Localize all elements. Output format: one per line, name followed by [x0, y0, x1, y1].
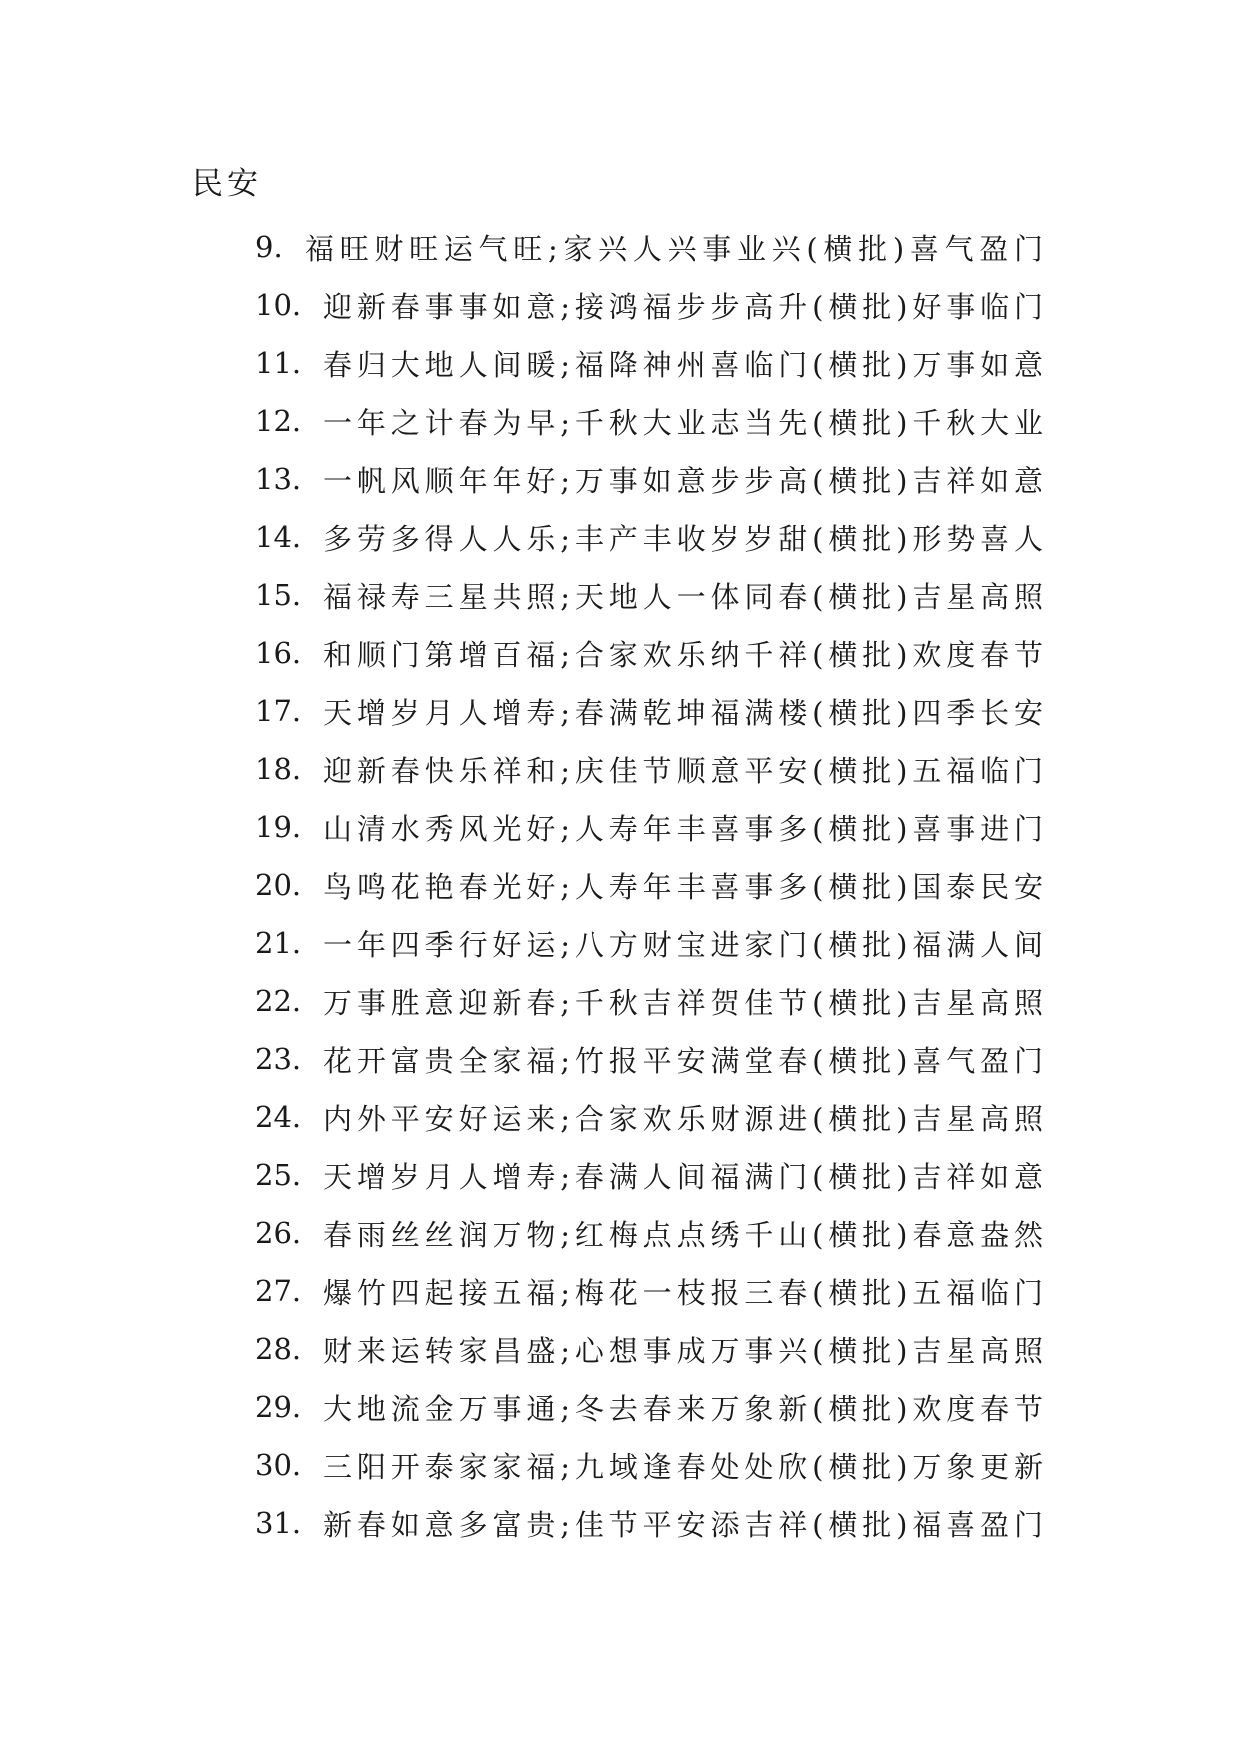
continued-text: 民安 [192, 166, 262, 202]
item-number: 16. [255, 636, 302, 670]
list-item [255, 914, 1045, 972]
item-number: 31. [255, 1506, 302, 1540]
list-item [255, 740, 1045, 798]
item-number: 13. [255, 462, 302, 496]
item-text: 三阳开泰家家福;九域逢春处处欣(横批)万象更新 [323, 1449, 1045, 1484]
list-item [255, 1494, 1045, 1552]
item-text: 多劳多得人人乐;丰产丰收岁岁甜(横批)形势喜人 [323, 521, 1045, 556]
item-number: 26. [255, 1216, 302, 1250]
item-text: 春归大地人间暖;福降神州喜临门(横批)万事如意 [323, 347, 1045, 382]
item-text: 福禄寿三星共照;天地人一体同春(横批)吉星高照 [323, 579, 1045, 614]
item-text: 一帆风顺年年好;万事如意步步高(横批)吉祥如意 [323, 463, 1045, 498]
item-number: 27. [255, 1274, 302, 1308]
list-item [255, 566, 1045, 624]
item-text: 和顺门第增百福;合家欢乐纳千祥(横批)欢度春节 [323, 637, 1045, 672]
item-number: 21. [255, 926, 302, 960]
item-text: 天增岁月人增寿;春满人间福满门(横批)吉祥如意 [323, 1159, 1045, 1194]
item-text: 一年之计春为早;千秋大业志当先(横批)千秋大业 [323, 405, 1045, 440]
item-number: 30. [255, 1448, 302, 1482]
item-text: 福旺财旺运气旺;家兴人兴事业兴(横批)喜气盈门 [305, 231, 1045, 266]
list-item [255, 624, 1045, 682]
list-item [255, 276, 1045, 334]
item-number: 9. [255, 230, 283, 264]
item-number: 24. [255, 1100, 302, 1134]
list-item [255, 798, 1045, 856]
item-number: 10. [255, 288, 302, 322]
item-text: 财来运转家昌盛;心想事成万事兴(横批)吉星高照 [323, 1333, 1045, 1368]
item-text: 鸟鸣花艳春光好;人寿年丰喜事多(横批)国泰民安 [323, 869, 1045, 904]
item-text: 山清水秀风光好;人寿年丰喜事多(横批)喜事进门 [323, 811, 1045, 846]
item-number: 20. [255, 868, 302, 902]
item-text: 天增岁月人增寿;春满乾坤福满楼(横批)四季长安 [323, 695, 1045, 730]
item-number: 19. [255, 810, 302, 844]
list-item [255, 218, 1045, 276]
list-item [255, 972, 1045, 1030]
list-item [255, 508, 1045, 566]
list-item [255, 682, 1045, 740]
list-item [255, 1320, 1045, 1378]
list-item [255, 1436, 1045, 1494]
item-number: 28. [255, 1332, 302, 1366]
item-text: 春雨丝丝润万物;红梅点点绣千山(横批)春意盎然 [323, 1217, 1045, 1252]
list-item [255, 1030, 1045, 1088]
list-item [255, 1204, 1045, 1262]
item-number: 18. [255, 752, 302, 786]
item-number: 22. [255, 984, 302, 1018]
item-text: 一年四季行好运;八方财宝进家门(横批)福满人间 [323, 927, 1045, 962]
list-item [255, 392, 1045, 450]
item-number: 14. [255, 520, 302, 554]
item-number: 25. [255, 1158, 302, 1192]
list-item [255, 856, 1045, 914]
item-number: 29. [255, 1390, 302, 1424]
item-text: 内外平安好运来;合家欢乐财源进(横批)吉星高照 [323, 1101, 1045, 1136]
list-item [255, 1088, 1045, 1146]
list-item [255, 450, 1045, 508]
item-text: 花开富贵全家福;竹报平安满堂春(横批)喜气盈门 [323, 1043, 1045, 1078]
item-text: 大地流金万事通;冬去春来万象新(横批)欢度春节 [323, 1391, 1045, 1426]
item-text: 爆竹四起接五福;梅花一枝报三春(横批)五福临门 [323, 1275, 1045, 1310]
item-text: 新春如意多富贵;佳节平安添吉祥(横批)福喜盈门 [323, 1507, 1045, 1542]
list-item [255, 1262, 1045, 1320]
item-number: 15. [255, 578, 302, 612]
list-item [255, 1146, 1045, 1204]
couplet-list [255, 218, 1045, 1552]
item-number: 12. [255, 404, 302, 438]
item-number: 23. [255, 1042, 302, 1076]
list-item [255, 334, 1045, 392]
item-text: 迎新春快乐祥和;庆佳节顺意平安(横批)五福临门 [323, 753, 1045, 788]
item-text: 万事胜意迎新春;千秋吉祥贺佳节(横批)吉星高照 [323, 985, 1045, 1020]
item-number: 11. [255, 346, 302, 380]
list-item [255, 1378, 1045, 1436]
item-text: 迎新春事事如意;接鸿福步步高升(横批)好事临门 [323, 289, 1045, 324]
item-number: 17. [255, 694, 302, 728]
